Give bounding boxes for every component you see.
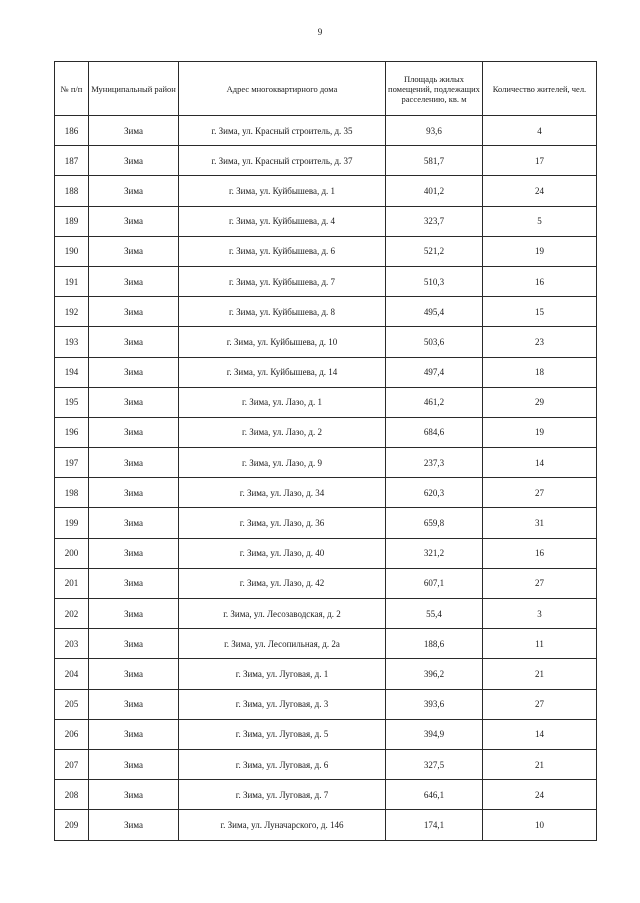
cell-address: г. Зима, ул. Красный строитель, д. 35 (179, 116, 386, 146)
table-row (55, 568, 597, 598)
cell-number: 186 (55, 116, 89, 146)
cell-number: 196 (55, 417, 89, 447)
header-residents: Количество жителей, чел. (483, 62, 597, 116)
cell-residents: 10 (483, 810, 597, 840)
cell-area: 521,2 (386, 236, 483, 266)
header-district: Муниципальный район (89, 62, 179, 116)
cell-district: Зима (89, 689, 179, 719)
cell-area: 188,6 (386, 629, 483, 659)
header-area: Площадь жилых помещений, подлежащих расселению, кв. м (386, 62, 483, 116)
table-body (55, 116, 597, 841)
page-number: 9 (317, 27, 323, 37)
cell-number: 190 (55, 236, 89, 266)
cell-number: 204 (55, 659, 89, 689)
cell-number: 209 (55, 810, 89, 840)
cell-number: 188 (55, 176, 89, 206)
cell-area: 510,3 (386, 266, 483, 296)
cell-district: Зима (89, 719, 179, 749)
table-row (55, 297, 597, 327)
cell-residents: 27 (483, 689, 597, 719)
cell-area: 174,1 (386, 810, 483, 840)
cell-residents: 14 (483, 448, 597, 478)
cell-area: 581,7 (386, 146, 483, 176)
cell-residents: 16 (483, 266, 597, 296)
cell-address: г. Зима, ул. Лесозаводская, д. 2 (179, 599, 386, 629)
cell-residents: 21 (483, 749, 597, 779)
cell-address: г. Зима, ул. Куйбышева, д. 7 (179, 266, 386, 296)
cell-address: г. Зима, ул. Лазо, д. 40 (179, 538, 386, 568)
cell-residents: 24 (483, 176, 597, 206)
table-row (55, 387, 597, 417)
cell-district: Зима (89, 266, 179, 296)
cell-district: Зима (89, 146, 179, 176)
housing-registry-table (54, 61, 597, 841)
cell-number: 203 (55, 629, 89, 659)
header-address: Адрес многоквартирного дома (179, 62, 386, 116)
cell-area: 321,2 (386, 538, 483, 568)
cell-number: 191 (55, 266, 89, 296)
table-row (55, 508, 597, 538)
cell-address: г. Зима, ул. Лазо, д. 9 (179, 448, 386, 478)
cell-area: 659,8 (386, 508, 483, 538)
table-row (55, 538, 597, 568)
cell-residents: 11 (483, 629, 597, 659)
cell-address: г. Зима, ул. Лазо, д. 1 (179, 387, 386, 417)
cell-district: Зима (89, 780, 179, 810)
cell-number: 192 (55, 297, 89, 327)
cell-district: Зима (89, 538, 179, 568)
cell-residents: 17 (483, 146, 597, 176)
cell-district: Зима (89, 448, 179, 478)
cell-residents: 16 (483, 538, 597, 568)
cell-address: г. Зима, ул. Луначарского, д. 146 (179, 810, 386, 840)
cell-number: 187 (55, 146, 89, 176)
cell-address: г. Зима, ул. Куйбышева, д. 14 (179, 357, 386, 387)
cell-number: 202 (55, 599, 89, 629)
cell-residents: 31 (483, 508, 597, 538)
cell-number: 208 (55, 780, 89, 810)
cell-district: Зима (89, 629, 179, 659)
cell-address: г. Зима, ул. Луговая, д. 1 (179, 659, 386, 689)
cell-area: 393,6 (386, 689, 483, 719)
cell-residents: 3 (483, 599, 597, 629)
cell-area: 394,9 (386, 719, 483, 749)
cell-area: 327,5 (386, 749, 483, 779)
cell-address: г. Зима, ул. Луговая, д. 5 (179, 719, 386, 749)
table-row (55, 659, 597, 689)
table-row (55, 478, 597, 508)
table-row (55, 266, 597, 296)
cell-residents: 29 (483, 387, 597, 417)
cell-district: Зима (89, 478, 179, 508)
cell-area: 607,1 (386, 568, 483, 598)
cell-district: Зима (89, 417, 179, 447)
cell-residents: 21 (483, 659, 597, 689)
cell-district: Зима (89, 749, 179, 779)
cell-residents: 27 (483, 478, 597, 508)
cell-residents: 24 (483, 780, 597, 810)
table-row (55, 749, 597, 779)
cell-residents: 18 (483, 357, 597, 387)
cell-district: Зима (89, 116, 179, 146)
cell-address: г. Зима, ул. Лазо, д. 34 (179, 478, 386, 508)
cell-district: Зима (89, 357, 179, 387)
cell-number: 195 (55, 387, 89, 417)
cell-number: 197 (55, 448, 89, 478)
cell-number: 193 (55, 327, 89, 357)
cell-number: 198 (55, 478, 89, 508)
cell-district: Зима (89, 599, 179, 629)
cell-address: г. Зима, ул. Куйбышева, д. 6 (179, 236, 386, 266)
cell-residents: 23 (483, 327, 597, 357)
cell-area: 323,7 (386, 206, 483, 236)
cell-area: 620,3 (386, 478, 483, 508)
cell-area: 55,4 (386, 599, 483, 629)
cell-address: г. Зима, ул. Куйбышева, д. 8 (179, 297, 386, 327)
cell-district: Зима (89, 810, 179, 840)
cell-area: 495,4 (386, 297, 483, 327)
cell-area: 684,6 (386, 417, 483, 447)
table-row (55, 810, 597, 840)
cell-address: г. Зима, ул. Лесопильная, д. 2а (179, 629, 386, 659)
cell-address: г. Зима, ул. Лазо, д. 2 (179, 417, 386, 447)
cell-district: Зима (89, 508, 179, 538)
cell-area: 237,3 (386, 448, 483, 478)
cell-residents: 5 (483, 206, 597, 236)
table-row (55, 689, 597, 719)
cell-district: Зима (89, 176, 179, 206)
cell-area: 497,4 (386, 357, 483, 387)
cell-district: Зима (89, 659, 179, 689)
cell-address: г. Зима, ул. Куйбышева, д. 1 (179, 176, 386, 206)
table-row (55, 176, 597, 206)
cell-address: г. Зима, ул. Красный строитель, д. 37 (179, 146, 386, 176)
cell-number: 207 (55, 749, 89, 779)
cell-residents: 14 (483, 719, 597, 749)
table-row (55, 629, 597, 659)
cell-address: г. Зима, ул. Лазо, д. 42 (179, 568, 386, 598)
cell-area: 461,2 (386, 387, 483, 417)
cell-area: 396,2 (386, 659, 483, 689)
cell-area: 503,6 (386, 327, 483, 357)
table-row (55, 357, 597, 387)
cell-area: 93,6 (386, 116, 483, 146)
cell-number: 206 (55, 719, 89, 749)
table-row (55, 206, 597, 236)
cell-area: 646,1 (386, 780, 483, 810)
cell-residents: 19 (483, 236, 597, 266)
table-row (55, 327, 597, 357)
table-row (55, 146, 597, 176)
cell-address: г. Зима, ул. Луговая, д. 6 (179, 749, 386, 779)
cell-residents: 27 (483, 568, 597, 598)
table-row (55, 116, 597, 146)
cell-number: 189 (55, 206, 89, 236)
cell-number: 199 (55, 508, 89, 538)
table-row (55, 417, 597, 447)
cell-number: 205 (55, 689, 89, 719)
cell-residents: 19 (483, 417, 597, 447)
cell-district: Зима (89, 297, 179, 327)
cell-address: г. Зима, ул. Лазо, д. 36 (179, 508, 386, 538)
cell-residents: 4 (483, 116, 597, 146)
cell-address: г. Зима, ул. Луговая, д. 3 (179, 689, 386, 719)
cell-district: Зима (89, 387, 179, 417)
cell-area: 401,2 (386, 176, 483, 206)
table-row (55, 599, 597, 629)
cell-address: г. Зима, ул. Куйбышева, д. 10 (179, 327, 386, 357)
cell-district: Зима (89, 568, 179, 598)
table-row (55, 448, 597, 478)
cell-number: 194 (55, 357, 89, 387)
cell-number: 200 (55, 538, 89, 568)
table-row (55, 719, 597, 749)
cell-address: г. Зима, ул. Луговая, д. 7 (179, 780, 386, 810)
header-number: № п/п (55, 62, 89, 116)
cell-residents: 15 (483, 297, 597, 327)
table-row (55, 236, 597, 266)
cell-district: Зима (89, 236, 179, 266)
cell-district: Зима (89, 327, 179, 357)
cell-district: Зима (89, 206, 179, 236)
cell-address: г. Зима, ул. Куйбышева, д. 4 (179, 206, 386, 236)
cell-number: 201 (55, 568, 89, 598)
table-row (55, 780, 597, 810)
table-header-row (55, 62, 597, 116)
